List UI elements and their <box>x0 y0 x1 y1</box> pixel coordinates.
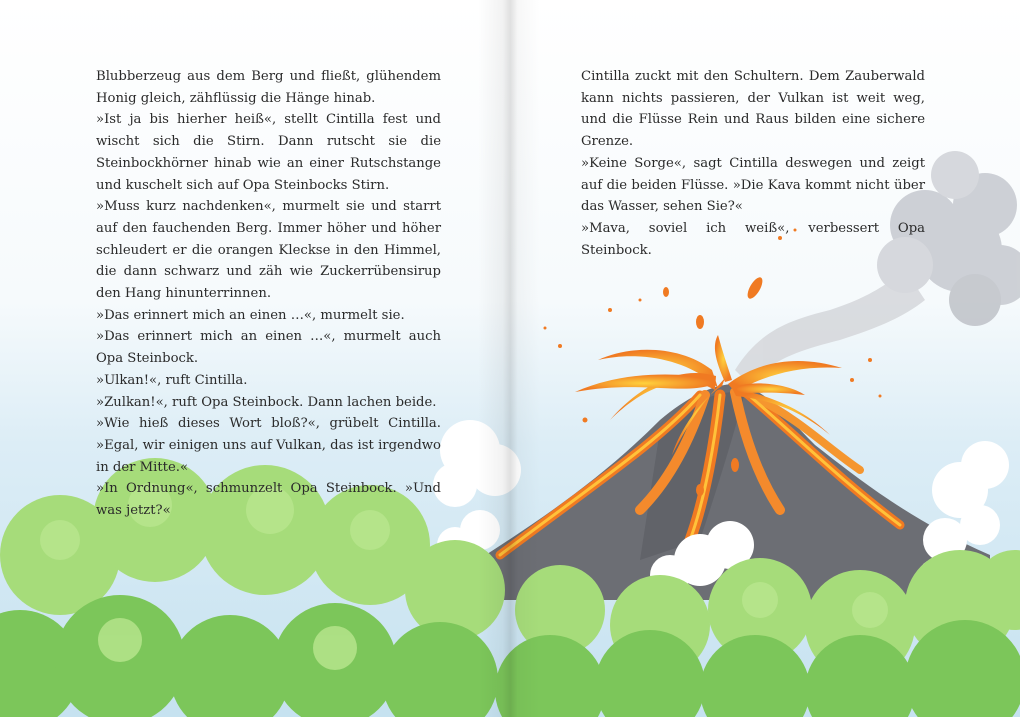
book-spine-shadow <box>478 0 540 717</box>
paragraph: »Ulkan!«, ruft Cintilla. <box>96 372 248 388</box>
paragraph: »Mava, soviel ich weiß«, verbessert Opa Steinbock. <box>581 220 925 258</box>
paragraph: »Muss kurz nachdenken«, murmelt sie und starrt auf den fauchenden Berg. Immer höher und höher schleudert er die orangen Kleckse in den Himmel, die dann schwarz und zäh wie Zuckerrübensirup den Hang hinunterrinnen. <box>96 199 441 302</box>
left-page-text <box>96 66 441 522</box>
paragraph: »Keine Sorge«, sagt Cintilla deswegen und zeigt auf die beiden Flüsse. »Die Kava kommt nicht über das Wasser, sehen Sie?« <box>581 155 925 215</box>
paragraph: Blubberzeug aus dem Berg und fließt, glühendem Honig gleich, zähflüssig die Hänge hinab. <box>96 69 441 106</box>
right-page-text <box>581 66 925 261</box>
paragraph: Cintilla zuckt mit den Schultern. Dem Zauberwald kann nichts passieren, der Vulkan ist weit weg, und die Flüsse Rein und Raus bilden eine sichere Grenze. <box>581 69 925 150</box>
paragraph: »Ist ja bis hierher heiß«, stellt Cintilla fest und wischt sich die Stirn. Dann rutscht sie die Steinbockhörner hinab wie an einer Rutschstange und kuschelt sich auf Opa Steinbocks Stirn. <box>96 112 441 193</box>
paragraph: »Das erinnert mich an einen …«, murmelt auch Opa Steinbock. <box>96 329 441 367</box>
paragraph: »Zulkan!«, ruft Opa Steinbock. Dann lachen beide. <box>96 394 437 410</box>
paragraph: »Wie hieß dieses Wort bloß?«, grübelt Cintilla. »Egal, wir einigen uns auf Vulkan, das ist irgendwo in der Mitte.« <box>96 416 441 475</box>
paragraph: »In Ordnung«, schmunzelt Opa Steinbock. »Und was jetzt?« <box>96 481 441 519</box>
paragraph: »Das erinnert mich an einen …«, murmelt sie. <box>96 307 405 323</box>
